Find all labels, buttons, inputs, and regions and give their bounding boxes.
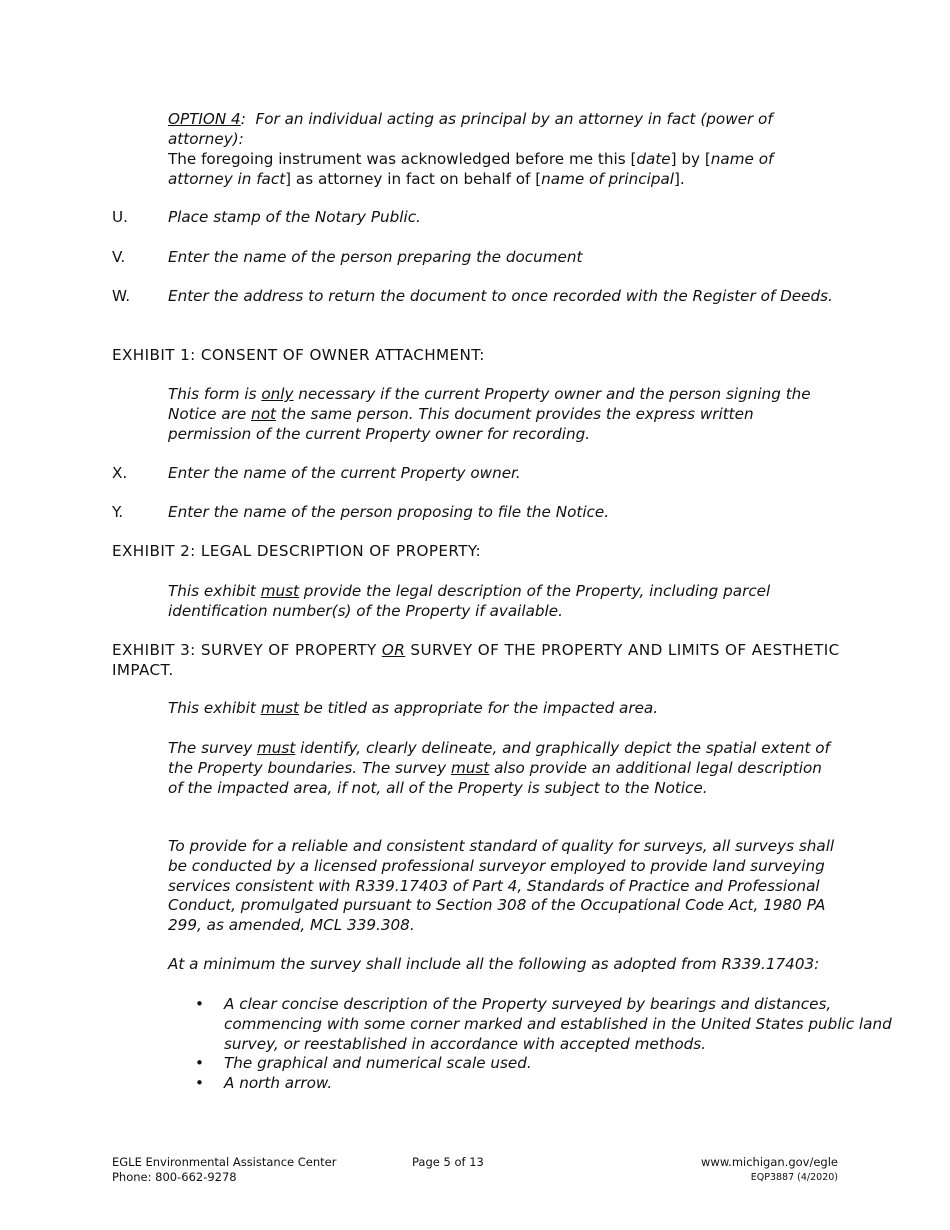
exhibit3-paragraph-minimum: At a minimum the survey shall include all the following as adopted from R339.17403: — [168, 955, 820, 973]
option4-heading-text: For an individual acting as principal by an attorney in fact (power of attorney): — [168, 110, 773, 148]
exhibit3-paragraph-standards: To provide for a reliable and consistent standard of quality for surveys, all surveys shall be conducted by a licensed professional surveyor employed to provide land surveying services consistent with R339.17403 of Part 4, Standards of Practice and Professional Conduct, promulgated pursuant to Section 308 of the Occupational Code Act, 1980 PA 299, as amended, MCL 339.308. — [168, 837, 835, 935]
attorney-placeholder: name of attorney in fact — [168, 150, 774, 188]
bullet-icon: • — [195, 1074, 204, 1093]
bullet-icon: • — [195, 995, 204, 1013]
survey-requirements-list — [168, 995, 894, 1094]
item-letter-v: V. — [112, 248, 126, 266]
item-text-u: Place stamp of the Notary Public. — [168, 208, 421, 226]
option4-label: OPTION 4 — [168, 110, 241, 128]
item-text-v: Enter the name of the person preparing the document — [168, 248, 583, 266]
principal-placeholder: name of principal — [541, 169, 674, 188]
bullet-icon: • — [195, 1054, 204, 1073]
item-letter-u: U. — [112, 208, 128, 226]
option4-acknowledgment: The foregoing instrument was acknowledged before me this [date] by [name of attorney in fact] as attorney in fact on behalf of [name of principal]. — [168, 150, 774, 188]
footer-page-number: Page 5 of 13 — [412, 1155, 484, 1169]
exhibit3-paragraph-survey: The survey must identify, clearly delineate, and graphically depict the spatial extent of the Property boundaries. The survey must also provide an additional legal description of the impacted area, if not, all of the Property is subject to the Notice. — [168, 739, 830, 797]
list-item: • A clear concise description of the Property surveyed by bearings and distances, commencing with some corner marked and established in the United States public land survey, or reestablished in accordance with accepted methods. — [195, 995, 892, 1053]
item-text-x: Enter the name of the current Property owner. — [168, 464, 521, 482]
list-item: • A north arrow. — [195, 1074, 333, 1093]
item-letter-x: X. — [112, 464, 128, 482]
footer-left — [112, 1155, 336, 1185]
exhibit2-paragraph: This exhibit must provide the legal description of the Property, including parcel identification number(s) of the Property if available. — [168, 582, 771, 620]
exhibit1-heading: EXHIBIT 1: CONSENT OF OWNER ATTACHMENT: — [112, 346, 485, 364]
item-letter-y: Y. — [112, 503, 124, 521]
item-text-y: Enter the name of the person proposing to file the Notice. — [168, 503, 610, 521]
item-text-w: Enter the address to return the document to once recorded with the Register of Deeds. — [168, 287, 833, 305]
exhibit1-paragraph: This form is only necessary if the current Property owner and the person signing the Notice are not the same person. This document provides the express written permission of the current Property owner for recording. — [168, 385, 811, 443]
option4-heading: OPTION 4: For an individual acting as principal by an attorney in fact (power of attorney): — [168, 110, 773, 148]
footer-right — [701, 1155, 838, 1185]
footer-url: www.michigan.gov/egle — [701, 1155, 838, 1169]
exhibit3-paragraph-title: This exhibit must be titled as appropriate for the impacted area. — [168, 699, 659, 717]
footer-org: EGLE Environmental Assistance Center — [112, 1155, 337, 1169]
footer-form-number: EQP3887 (4/2020) — [750, 1172, 838, 1183]
footer-phone: Phone: 800-662-9278 — [112, 1170, 237, 1184]
exhibit3-heading: EXHIBIT 3: SURVEY OF PROPERTY OR SURVEY OF THE PROPERTY AND LIMITS OF AESTHETIC IMPACT. — [112, 641, 840, 679]
item-letter-w: W. — [112, 287, 131, 305]
list-item: • The graphical and numerical scale used. — [195, 1054, 532, 1073]
date-placeholder: date — [636, 150, 671, 168]
exhibit2-heading: EXHIBIT 2: LEGAL DESCRIPTION OF PROPERTY: — [112, 542, 482, 560]
